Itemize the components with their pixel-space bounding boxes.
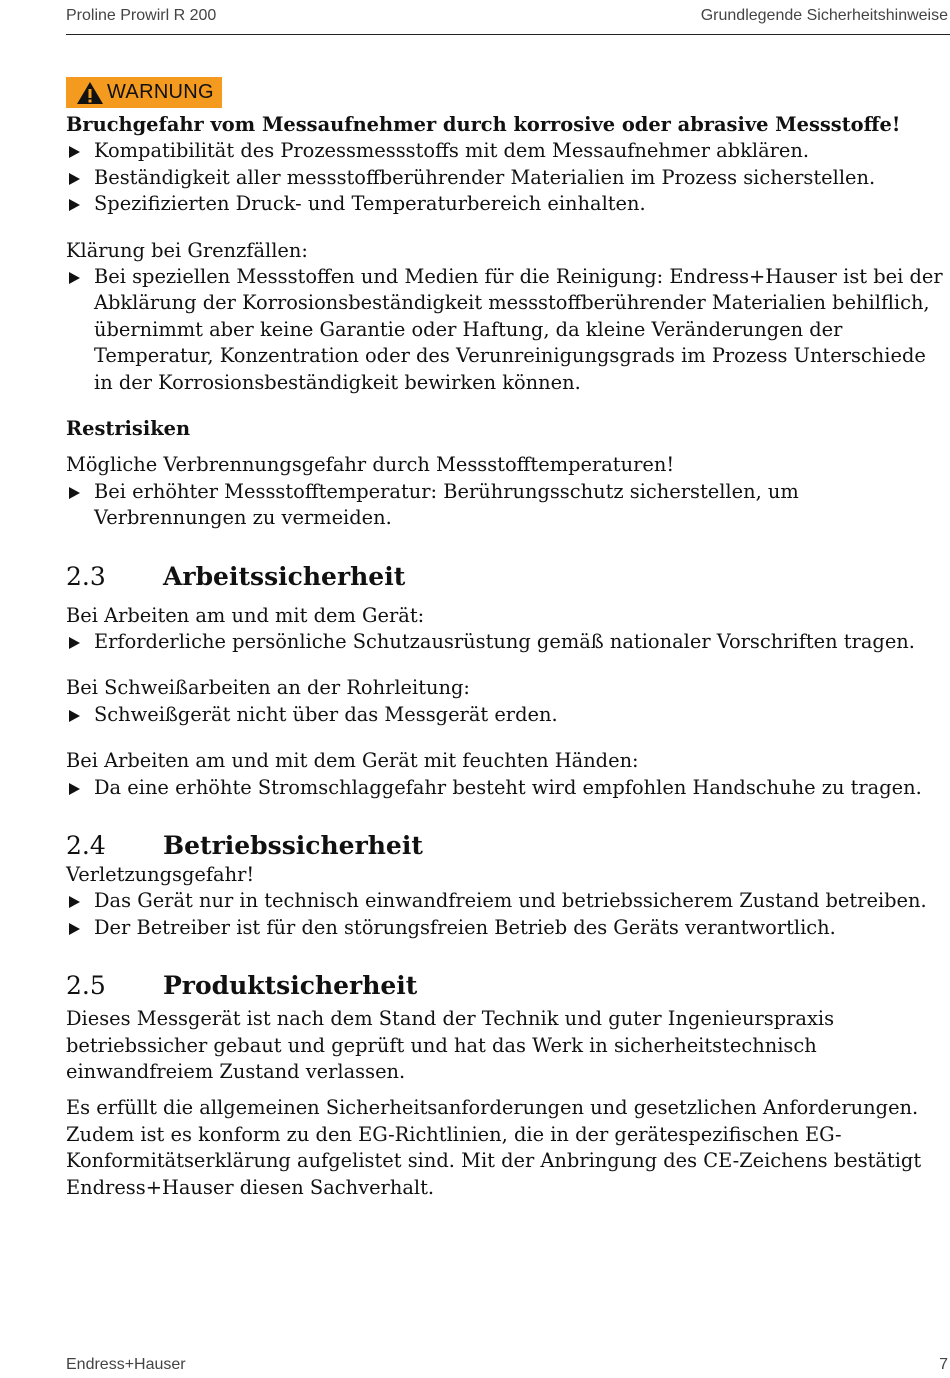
residual-heading: Restrisiken [66, 416, 191, 440]
list-item: Erforderliche persönliche Schutzausrüstung gemäß nationaler Vorschriften tragen. [66, 629, 946, 655]
bullet-list [66, 888, 946, 941]
section-title: Betriebssicherheit [163, 831, 423, 861]
section-number: 2.3 [66, 561, 106, 591]
residual-intro: Mögliche Verbrennungsgefahr durch Messstofftemperaturen! [66, 453, 675, 477]
list-item: Beständigkeit aller messstoffberührender Materialien im Prozess sicherstellen. [66, 165, 946, 191]
paragraph: Verletzungsgefahr! [66, 863, 255, 887]
list-item: Das Gerät nur in technisch einwandfreiem und betriebssicherem Zustand betreiben. [66, 888, 946, 914]
paragraph: Dieses Messgerät ist nach dem Stand der Technik und guter Ingenieurspraxis betriebssicher gebaut und geprüft und hat das Werk in sicherheitstechnisch einwandfreiem Zustand verlassen. [66, 1007, 835, 1084]
warning-icon [76, 81, 104, 105]
paragraph: Bei Arbeiten am und mit dem Gerät: [66, 603, 425, 627]
paragraph: Bei Arbeiten am und mit dem Gerät mit feuchten Händen: [66, 749, 639, 773]
residual-list [66, 479, 946, 532]
section-heading-2-3 [66, 561, 946, 593]
footer-brand: Endress+Hauser [66, 1356, 186, 1373]
list-item: Bei erhöhter Messstofftemperatur: Berührungsschutz sicherstellen, um Verbrennungen zu vermeiden. [66, 479, 946, 532]
page-header [66, 0, 950, 35]
page-content [66, 77, 946, 1201]
bullet-list [66, 629, 946, 655]
warning-list [66, 138, 946, 217]
page-number: 7 [939, 1356, 948, 1373]
list-item: Kompatibilität des Prozessmessstoffs mit dem Messaufnehmer abklären. [66, 138, 946, 164]
paragraph: Bei Schweißarbeiten an der Rohrleitung: [66, 676, 470, 700]
section-title: Produktsicherheit [163, 971, 418, 1001]
warning-label: WARNUNG [107, 81, 214, 104]
warning-badge [66, 77, 222, 108]
bullet-list [66, 702, 946, 728]
clarification-intro: Klärung bei Grenzfällen: [66, 238, 308, 262]
section-number: 2.4 [66, 831, 106, 861]
clarification-list [66, 264, 946, 396]
list-item: Schweißgerät nicht über das Messgerät erden. [66, 702, 946, 728]
section-heading-2-4 [66, 830, 946, 862]
list-item: Der Betreiber ist für den störungsfreien Betrieb des Geräts verantwortlich. [66, 915, 946, 941]
section-number: 2.5 [66, 971, 106, 1001]
section-heading-2-5 [66, 970, 946, 1002]
header-product: Proline Prowirl R 200 [66, 7, 217, 24]
warning-title: Bruchgefahr vom Messaufnehmer durch korrosive oder abrasive Messstoffe! [66, 112, 901, 136]
section-title: Arbeitssicherheit [163, 561, 406, 591]
paragraph: Es erfüllt die allgemeinen Sicherheitsanforderungen und gesetzlichen Anforderungen. Zudem ist es konform zu den EG-Richtlinien, die in der gerätespezifischen EG-Konformitätserklärung aufgelistet sind. Mit der Anbringung des CE-Zeichens bestätigt Endress+Hauser diesen Sachverhalt. [66, 1096, 922, 1199]
list-item: Spezifizierten Druck- und Temperaturbereich einhalten. [66, 191, 946, 217]
bullet-list [66, 775, 946, 801]
page-footer [66, 1356, 950, 1374]
header-chapter: Grundlegende Sicherheitshinweise [700, 7, 948, 24]
list-item: Da eine erhöhte Stromschlaggefahr besteht wird empfohlen Handschuhe zu tragen. [66, 775, 946, 801]
list-item: Bei speziellen Messstoffen und Medien für die Reinigung: Endress+Hauser ist bei der Abklärung der Korrosionsbeständigkeit messstoffberührender Materialien behilflich, übernimmt aber keine Garantie oder Haftung, da kleine Veränderungen der Temperatur, Konzentration oder des Verunreinigungsgrads im Prozess Unterschiede in der Korrosionsbeständigkeit bewirken können. [66, 264, 946, 396]
